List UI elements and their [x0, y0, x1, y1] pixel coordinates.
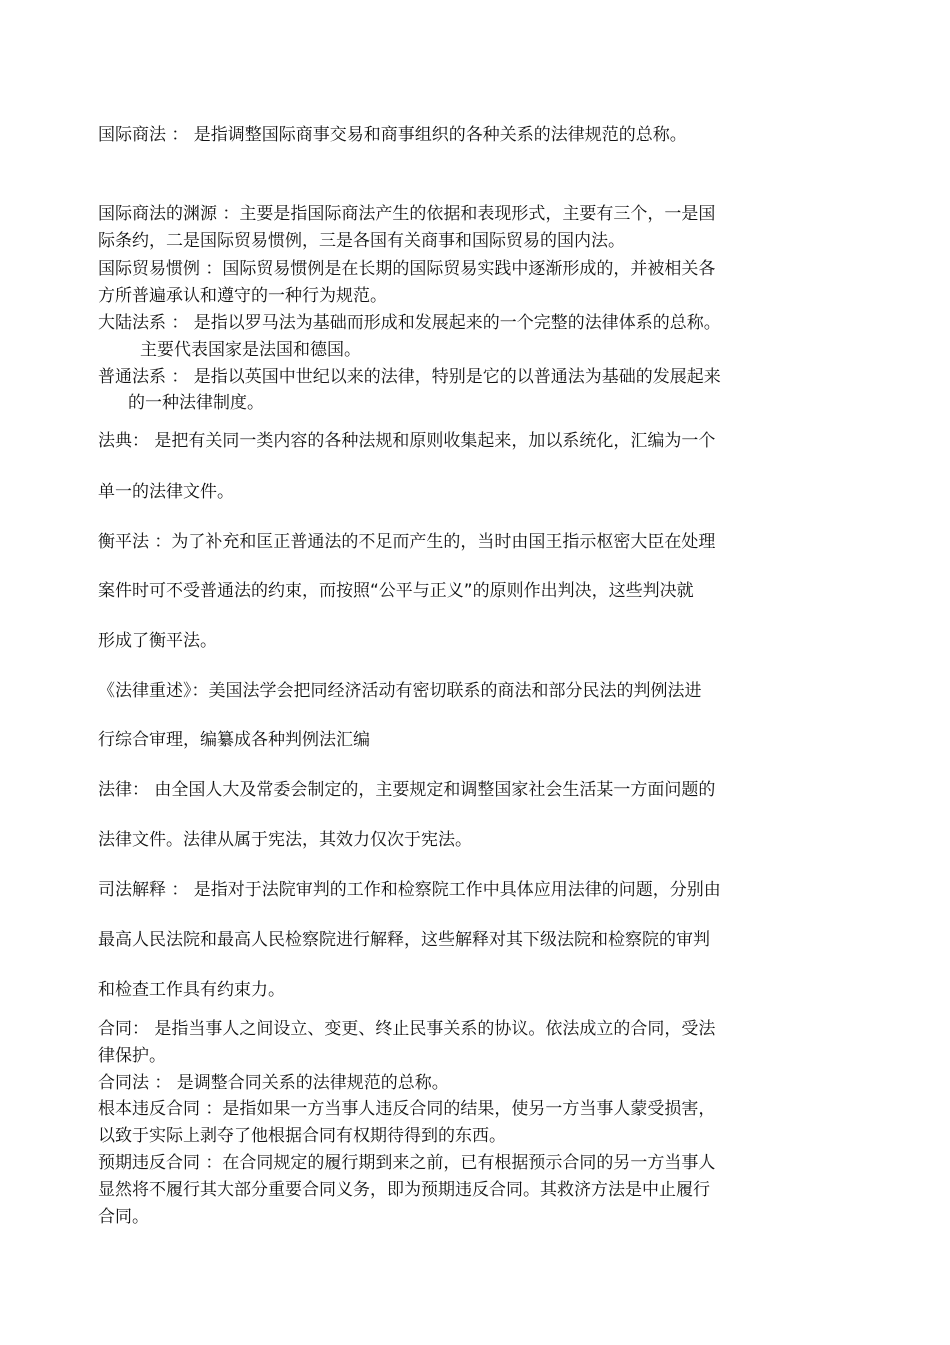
definition-code-line1: 法典： 是把有关同一类内容的各种法规和原则收集起来，加以系统化，汇编为一个	[98, 431, 716, 451]
definition-fundamental-breach-line1: 根本违反合同 ：是指如果一方当事人违反合同的结果，使另一方当事人蒙受损害，	[98, 1099, 716, 1119]
definition-trade-usage-line2: 方所普遍承认和遵守的一种行为规范。	[98, 286, 387, 306]
definition-common-law-line1: 普通法系 ： 是指以英国中世纪以来的法律，特别是它的以普通法为基础的发展起来	[98, 367, 721, 387]
definition-contract-law: 合同法 ： 是调整合同关系的法律规范的总称。	[98, 1073, 449, 1093]
definition-anticipatory-breach-line1: 预期违反合同 ：在合同规定的履行期到来之前，已有根据预示合同的另一方当事人	[98, 1153, 716, 1173]
definition-sources-line1: 国际商法的渊源 ：主要是指国际商法产生的依据和表现形式，主要有三个，一是国	[98, 204, 716, 224]
definition-law-line2: 法律文件。法律从属于宪法，其效力仅次于宪法。	[98, 830, 472, 850]
definition-civil-law-line2: 主要代表国家是法国和德国。	[140, 340, 361, 360]
definition-contract-line2: 律保护。	[98, 1046, 166, 1066]
definition-judicial-interpretation-line3: 和检查工作具有约束力。	[98, 980, 285, 1000]
definition-equity-line3: 形成了衡平法。	[98, 631, 217, 651]
definition-civil-law-line1: 大陆法系 ： 是指以罗马法为基础而形成和发展起来的一个完整的法律体系的总称。	[98, 313, 721, 333]
definition-judicial-interpretation-line2: 最高人民法院和最高人民检察院进行解释，这些解释对其下级法院和检察院的审判	[98, 930, 710, 950]
definition-international-commercial-law: 国际商法 ： 是指调整国际商事交易和商事组织的各种关系的法律规范的总称。	[98, 125, 687, 145]
definition-anticipatory-breach-line3: 合同。	[98, 1207, 149, 1227]
definition-contract-line1: 合同： 是指当事人之间设立、变更、终止民事关系的协议。依法成立的合同，受法	[98, 1019, 716, 1039]
definition-law-line1: 法律： 由全国人大及常委会制定的，主要规定和调整国家社会生活某一方面问题的	[98, 780, 716, 800]
definition-fundamental-breach-line2: 以致于实际上剥夺了他根据合同有权期待得到的东西。	[98, 1126, 506, 1146]
definition-restatement-line2: 行综合审理，编纂成各种判例法汇编	[98, 730, 370, 750]
definition-judicial-interpretation-line1: 司法解释 ： 是指对于法院审判的工作和检察院工作中具体应用法律的问题，分别由	[98, 880, 721, 900]
definition-code-line2: 单一的法律文件。	[98, 482, 234, 502]
definition-trade-usage-line1: 国际贸易惯例 ：国际贸易惯例是在长期的国际贸易实践中逐渐形成的，并被相关各	[98, 259, 716, 279]
definition-restatement-line1: 《法律重述》：美国法学会把同经济活动有密切联系的商法和部分民法的判例法进	[98, 681, 702, 701]
definition-sources-line2: 际条约，二是国际贸易惯例，三是各国有关商事和国际贸易的国内法。	[98, 231, 625, 251]
definition-anticipatory-breach-line2: 显然将不履行其大部分重要合同义务，即为预期违反合同。其救济方法是中止履行	[98, 1180, 710, 1200]
definition-equity-line1: 衡平法 ：为了补充和匡正普通法的不足而产生的，当时由国王指示枢密大臣在处理	[98, 532, 716, 552]
definition-common-law-line2: 的一种法律制度。	[128, 393, 264, 413]
definition-equity-line2: 案件时可不受普通法的约束，而按照“公平与正义”的原则作出判决，这些判决就	[98, 581, 694, 601]
